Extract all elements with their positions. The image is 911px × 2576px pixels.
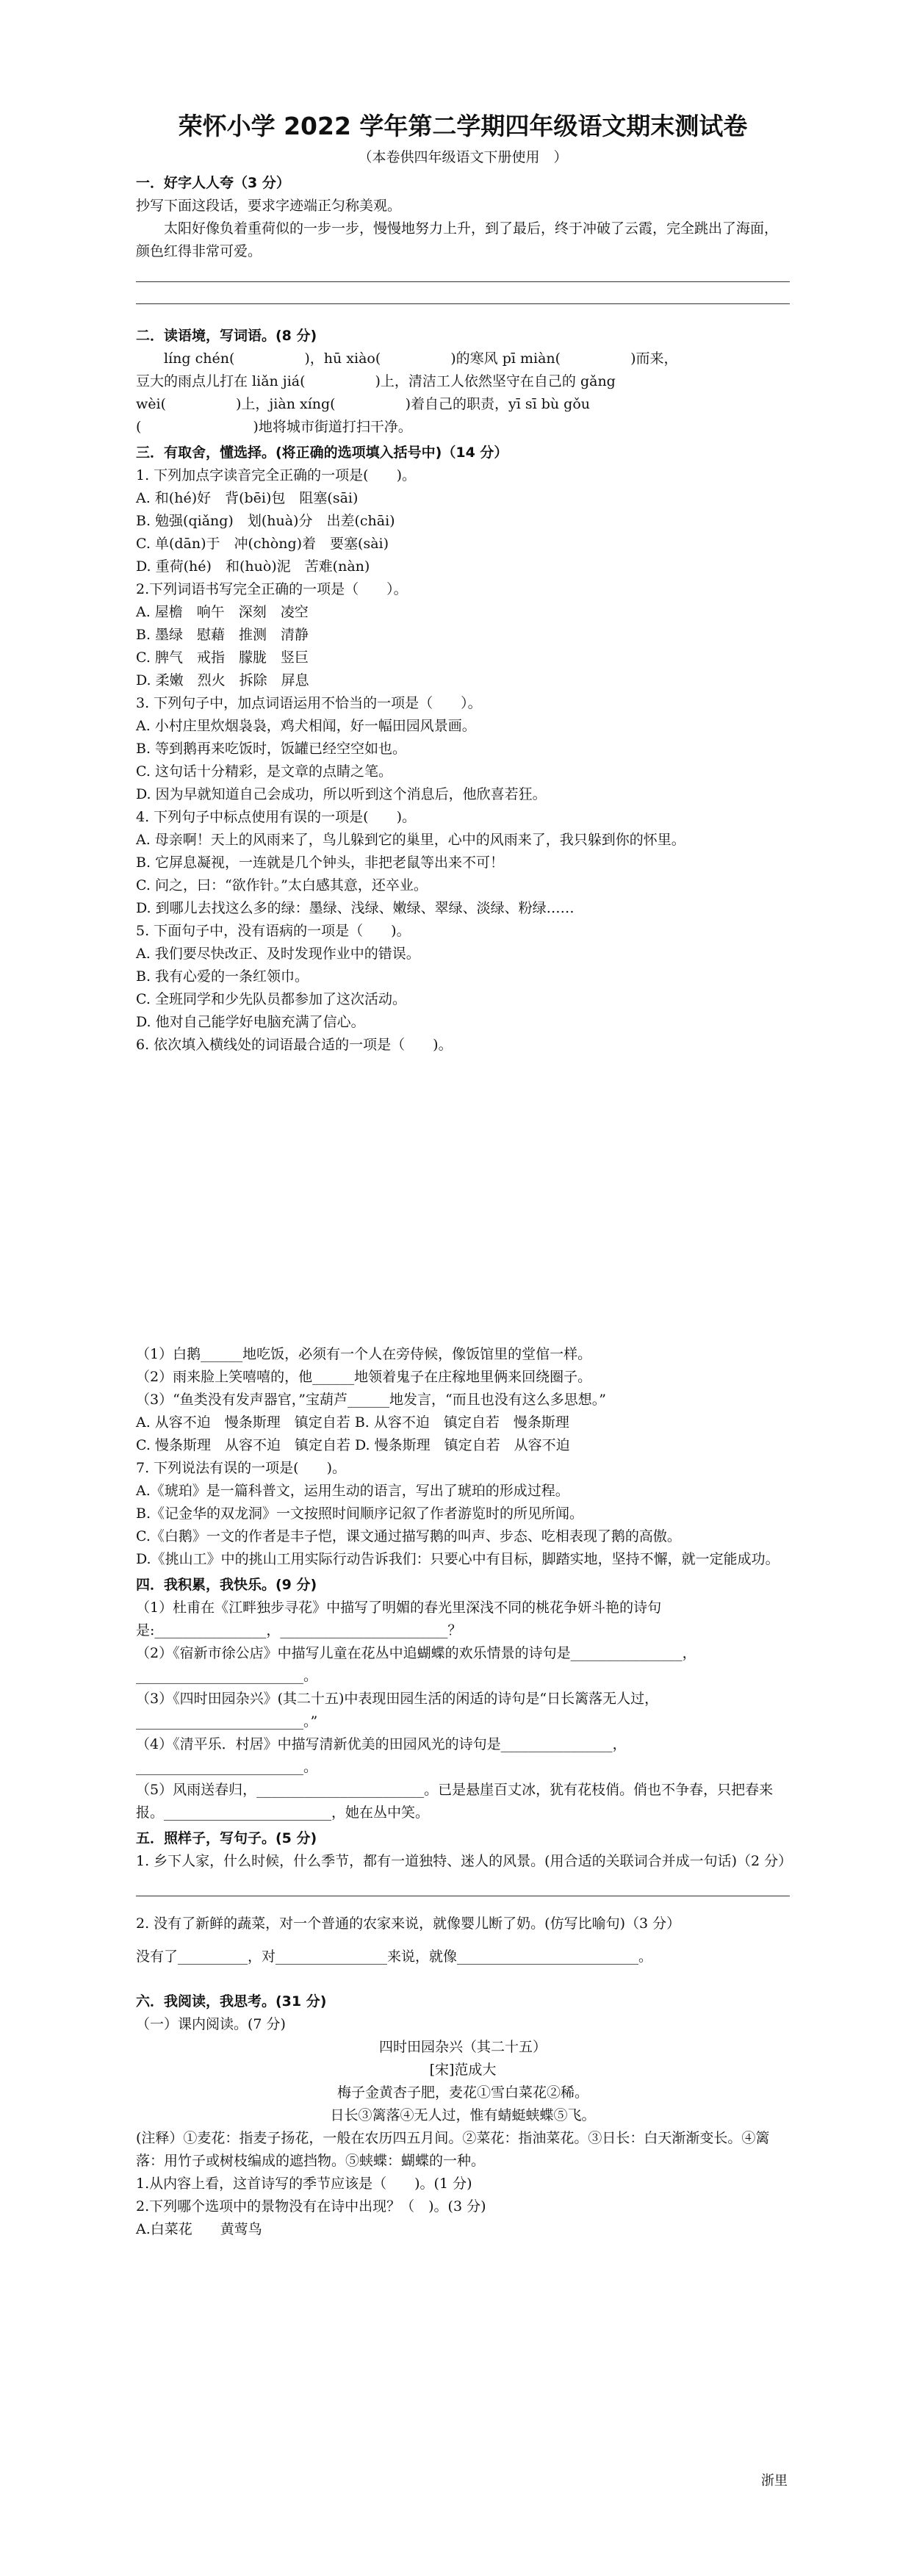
pinyin-line: ( )地将城市街道打扫干净。	[136, 419, 412, 435]
fill-in-line: （3）《四时田园杂兴》(其二十五)中表现田园生活的闲适的诗句是“日长篱落无人过，________________________。”	[136, 1691, 659, 1730]
question-line: C. 单(dān)于 冲(chòng)着 要塞(sài)	[136, 536, 389, 552]
question-line: B. 勉强(qiǎng) 划(huà)分 出差(chāi)	[136, 513, 395, 529]
poem-title: 四时田园杂兴（其二十五）	[378, 2039, 547, 2055]
question-line: D. 柔嫩 烈火 拆除 屏息	[136, 672, 309, 688]
section-6-q2: 2.下列哪个选项中的景物没有在诗中出现？（ )。(3 分)	[136, 2198, 486, 2215]
poem-line: 日长③篱落④无人过，惟有蜻蜓蛱蝶⑤飞。	[330, 2107, 596, 2123]
section-5-heading: 五．照样子，写句子。(5 分)	[136, 1830, 317, 1846]
writing-line	[136, 303, 790, 304]
section-3-questions	[136, 464, 790, 1057]
question-line: B. 它屏息凝视，一连就是几个钟头，非把老鼠等出来不可！	[136, 855, 505, 871]
question-line: 4. 下列句子中标点使用有误的一项是( )。	[136, 809, 416, 825]
writing-line	[136, 281, 790, 282]
question-line: B. 等到鹅再来吃饭时，饭罐已经空空如也。	[136, 741, 407, 757]
fill-in-line: （5）风雨送春归，________________________。已是悬崖百丈冰，犹有花枝俏。俏也不争春，只把春来报。________________________，她在丛中笑。	[136, 1782, 774, 1821]
question-line: C. 问之，曰：“欲作针。”太白感其意，还卒业。	[136, 877, 428, 893]
question-line: A. 母亲啊！天上的风雨来了，鸟儿躲到它的巢里，心中的风雨来了，我只躲到你的怀里。	[136, 832, 685, 848]
question-line: （2）雨来脸上笑嘻嘻的，他______地领着鬼子在庄稼地里俩来回绕圈子。	[136, 1369, 592, 1385]
question-line: D.《挑山工》中的挑山工用实际行动告诉我们：只要心中有目标，脚踏实地，坚持不懈，就一定能成功。	[136, 1551, 779, 1567]
question-line: 7. 下列说法有误的一项是( )。	[136, 1460, 346, 1476]
footer-mark: 浙里	[761, 2473, 788, 2489]
blank-space	[136, 1057, 790, 1343]
fill-in-line: （4）《清平乐．村居》中描写清新优美的田园风光的诗句是________________，________________________。	[136, 1736, 627, 1775]
exam-page	[136, 110, 793, 2241]
question-line: A. 小村庄里炊烟袅袅，鸡犬相闻，好一幅田园风景画。	[136, 718, 476, 734]
question-line: A. 屋檐 响午 深刻 凌空	[136, 604, 309, 620]
section-5-fill: 没有了__________，对________________来说，就像__________________________。	[136, 1949, 653, 1965]
section-2-heading: 二．读语境，写词语。(8 分)	[136, 328, 317, 344]
exam-title: 荣怀小学 2022 学年第二学期四年级语文期末测试卷	[178, 112, 748, 140]
section-3-questions-cont	[136, 1343, 790, 1571]
section-6-q2-option: A.白菜花 黄莺鸟	[136, 2221, 262, 2237]
section-1-passage: 太阳好像负着重荷似的一步一步，慢慢地努力上升，到了最后，终于冲破了云霞，完全跳出了海面，颜色红得非常可爱。	[136, 220, 779, 259]
question-line: A. 从容不迫 慢条斯理 镇定自若 B. 从容不迫 镇定自若 慢条斯理	[136, 1414, 569, 1431]
exam-subtitle: （本卷供四年级语文下册使用 ）	[358, 149, 568, 165]
question-line: B. 我有心爱的一条红领巾。	[136, 968, 309, 985]
question-line: 5. 下面句子中，没有语病的一项是（ )。	[136, 923, 411, 939]
question-line: A. 我们要尽快改正、及时发现作业中的错误。	[136, 946, 420, 962]
section-3-heading: 三．有取舍，懂选择。(将正确的选项填入括号中)（14 分）	[136, 445, 508, 461]
section-4-lines	[136, 1597, 790, 1824]
section-6-q1: 1.从内容上看，这首诗写的季节应该是（ )。(1 分)	[136, 2176, 472, 2192]
pinyin-line: líng chén( )，hū xiào( )的寒风 pī miàn( )而来，	[164, 350, 678, 367]
question-line: 1. 下列加点字读音完全正确的一项是( )。	[136, 467, 416, 483]
section-4-heading: 四．我积累，我快乐。(9 分)	[136, 1577, 317, 1593]
question-line: B.《记金华的双龙洞》一文按照时间顺序记叙了作者游览时的所见所闻。	[136, 1505, 584, 1522]
pinyin-line: wèi( )上，jiàn xíng( )着自己的职责，yī sī bù gǒu	[136, 396, 590, 412]
question-line: 6. 依次填入横线处的词语最合适的一项是（ )。	[136, 1037, 453, 1053]
question-line: A.《琥珀》是一篇科普文，运用生动的语言，写出了琥珀的形成过程。	[136, 1483, 569, 1499]
poem-line: 梅子金黄杏子肥，麦花①雪白菜花②稀。	[336, 2084, 588, 2101]
question-line: （3）“鱼类没有发声器官，”宝葫芦______地发言，“而且也没有这么多思想。”	[136, 1392, 606, 1408]
question-line: D. 因为早就知道自己会成功，所以听到这个消息后，他欣喜若狂。	[136, 786, 547, 802]
pinyin-line: 豆大的雨点儿打在 liǎn jiá( )上，清洁工人依然坚守在自己的 gǎng	[136, 373, 616, 389]
poem-notes: (注释）①麦花：指麦子扬花，一般在农历四五月间。②菜花：指油菜花。③日长：白天渐渐变长。④篱落：用竹子或树枝编成的遮挡物。⑤蛱蝶：蝴蝶的一种。	[136, 2130, 770, 2169]
section-1-instruction: 抄写下面这段话，要求字迹端正匀称美观。	[136, 198, 402, 214]
fill-in-line: （2）《宿新市徐公店》中描写儿童在花丛中追蝴蝶的欢乐情景的诗句是________________，________________________。	[136, 1645, 696, 1684]
section-5-q2: 2. 没有了新鲜的蔬菜，对一个普通的农家来说，就像婴儿断了奶。(仿写比喻句)（3 分）	[136, 1915, 681, 1932]
question-line: C. 这句话十分精彩，是文章的点睛之笔。	[136, 763, 392, 780]
question-line: C. 全班同学和少先队员都参加了这次活动。	[136, 991, 406, 1007]
question-line: D. 重荷(hé) 和(huò)泥 苦难(nàn)	[136, 558, 370, 575]
question-line: 2.下列词语书写完全正确的一项是（ ）。	[136, 581, 408, 597]
question-line: C.《白鹅》一文的作者是丰子恺，课文通过描写鹅的叫声、步态、吃相表现了鹅的高傲。	[136, 1528, 681, 1544]
question-line: A. 和(hé)好 背(bēi)包 阻塞(sāi)	[136, 490, 359, 506]
question-line: （1）白鹅______地吃饭，必须有一个人在旁侍候，像饭馆里的堂倌一样。	[136, 1346, 592, 1362]
question-line: C. 脾气 戒指 朦胧 竖巨	[136, 650, 309, 666]
question-line: D. 到哪儿去找这么多的绿：墨绿、浅绿、嫩绿、翠绿、淡绿、粉绿……	[136, 900, 575, 916]
section-6-sub: （一）课内阅读。(7 分)	[136, 2016, 286, 2032]
question-line: D. 他对自己能学好电脑充满了信心。	[136, 1014, 365, 1030]
question-line: B. 墨绿 慰藉 推测 清静	[136, 627, 309, 643]
writing-line	[136, 1895, 790, 1896]
section-6-heading: 六．我阅读，我思考。(31 分)	[136, 1993, 327, 2010]
section-1-heading: 一．好字人人夸（3 分）	[136, 175, 290, 191]
poem-author: [宋]范成大	[429, 2062, 497, 2078]
fill-in-line: （1）杜甫在《江畔独步寻花》中描写了明媚的春光里深浅不同的桃花争妍斗艳的诗句是:________________，________________________？	[136, 1600, 662, 1638]
question-line: C. 慢条斯理 从容不迫 镇定自若 D. 慢条斯理 镇定自若 从容不迫	[136, 1437, 570, 1453]
section-5-q1: 1. 乡下人家，什么时候，什么季节，都有一道独特、迷人的风景。(用合适的关联词合并成一句话)（2 分）	[136, 1853, 793, 1869]
question-line: 3. 下列句子中，加点词语运用不恰当的一项是（ ）。	[136, 695, 482, 711]
